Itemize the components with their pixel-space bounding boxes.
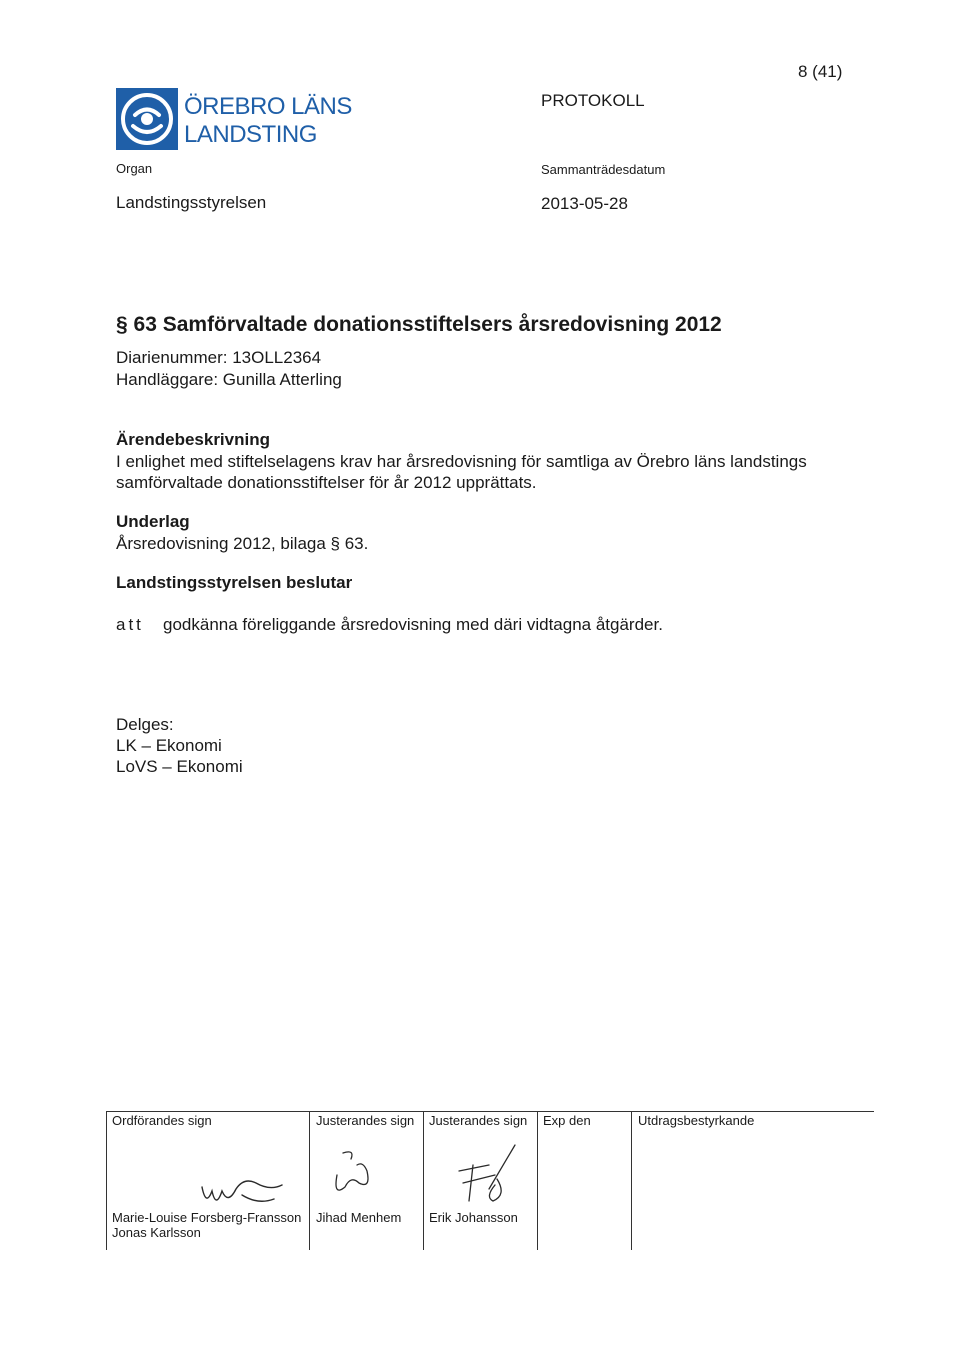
organ-value: Landstingsstyrelsen xyxy=(116,193,267,212)
document-type: PROTOKOLL xyxy=(541,91,645,110)
justerande-name: Jihad Menhem xyxy=(316,1210,402,1225)
landsting-logo-icon xyxy=(116,88,178,150)
arende-line: samförvaltade donationsstiftelser för år 2012 upprättats. xyxy=(116,473,537,492)
ordforande-name: Jonas Karlsson xyxy=(112,1225,201,1240)
justerande-signature xyxy=(449,1139,519,1209)
justerande-sign-header: Justerandes sign xyxy=(429,1113,528,1128)
meeting-date-label: Sammanträdesdatum xyxy=(541,162,666,177)
beslut-prefix: att xyxy=(116,615,144,634)
beslut-text: godkänna föreliggande årsredovisning med däri vidtagna åtgärder. xyxy=(163,615,663,634)
underlag-heading: Underlag xyxy=(116,512,190,531)
justerande-sign-header: Justerandes sign xyxy=(316,1113,415,1128)
delges-recipient: LoVS – Ekonomi xyxy=(116,757,243,776)
exp-den-cell xyxy=(537,1111,631,1250)
ordforande-signature xyxy=(198,1171,288,1213)
utdragsbestyrkande-cell xyxy=(631,1111,874,1250)
ordforande-sign-cell xyxy=(106,1111,309,1250)
justerande-sign-cell xyxy=(423,1111,537,1250)
justerande-sign-cell xyxy=(309,1111,423,1250)
exp-den-header: Exp den xyxy=(543,1113,591,1128)
ordforande-sign-header: Ordförandes sign xyxy=(112,1113,212,1128)
handlaggare: Handläggare: Gunilla Atterling xyxy=(116,370,342,389)
signature-table xyxy=(106,1111,874,1250)
underlag-text: Årsredovisning 2012, bilaga § 63. xyxy=(116,534,369,553)
org-name-line2: LANDSTING xyxy=(184,121,317,148)
justerande-name: Erik Johansson xyxy=(429,1210,518,1225)
arende-heading: Ärendebeskrivning xyxy=(116,430,270,449)
delges-label: Delges: xyxy=(116,715,174,734)
justerande-signature xyxy=(329,1145,379,1203)
section-title: § 63 Samförvaltade donationsstiftelsers årsredovisning 2012 xyxy=(116,313,722,336)
beslut-heading: Landstingsstyrelsen beslutar xyxy=(116,573,353,592)
delges-recipient: LK – Ekonomi xyxy=(116,736,222,755)
organ-label: Organ xyxy=(116,161,153,176)
utdragsbestyrkande-header: Utdragsbestyrkande xyxy=(638,1113,755,1128)
arende-line: I enlighet med stiftelselagens krav har årsredovisning för samtliga av Örebro läns landstings xyxy=(116,452,807,471)
meeting-date-value: 2013-05-28 xyxy=(541,194,628,213)
org-name-line1: ÖREBRO LÄNS xyxy=(184,93,352,120)
page-number: 8 (41) xyxy=(798,62,843,81)
ordforande-name: Marie-Louise Forsberg-Fransson xyxy=(112,1210,302,1225)
diarienummer: Diarienummer: 13OLL2364 xyxy=(116,348,322,367)
